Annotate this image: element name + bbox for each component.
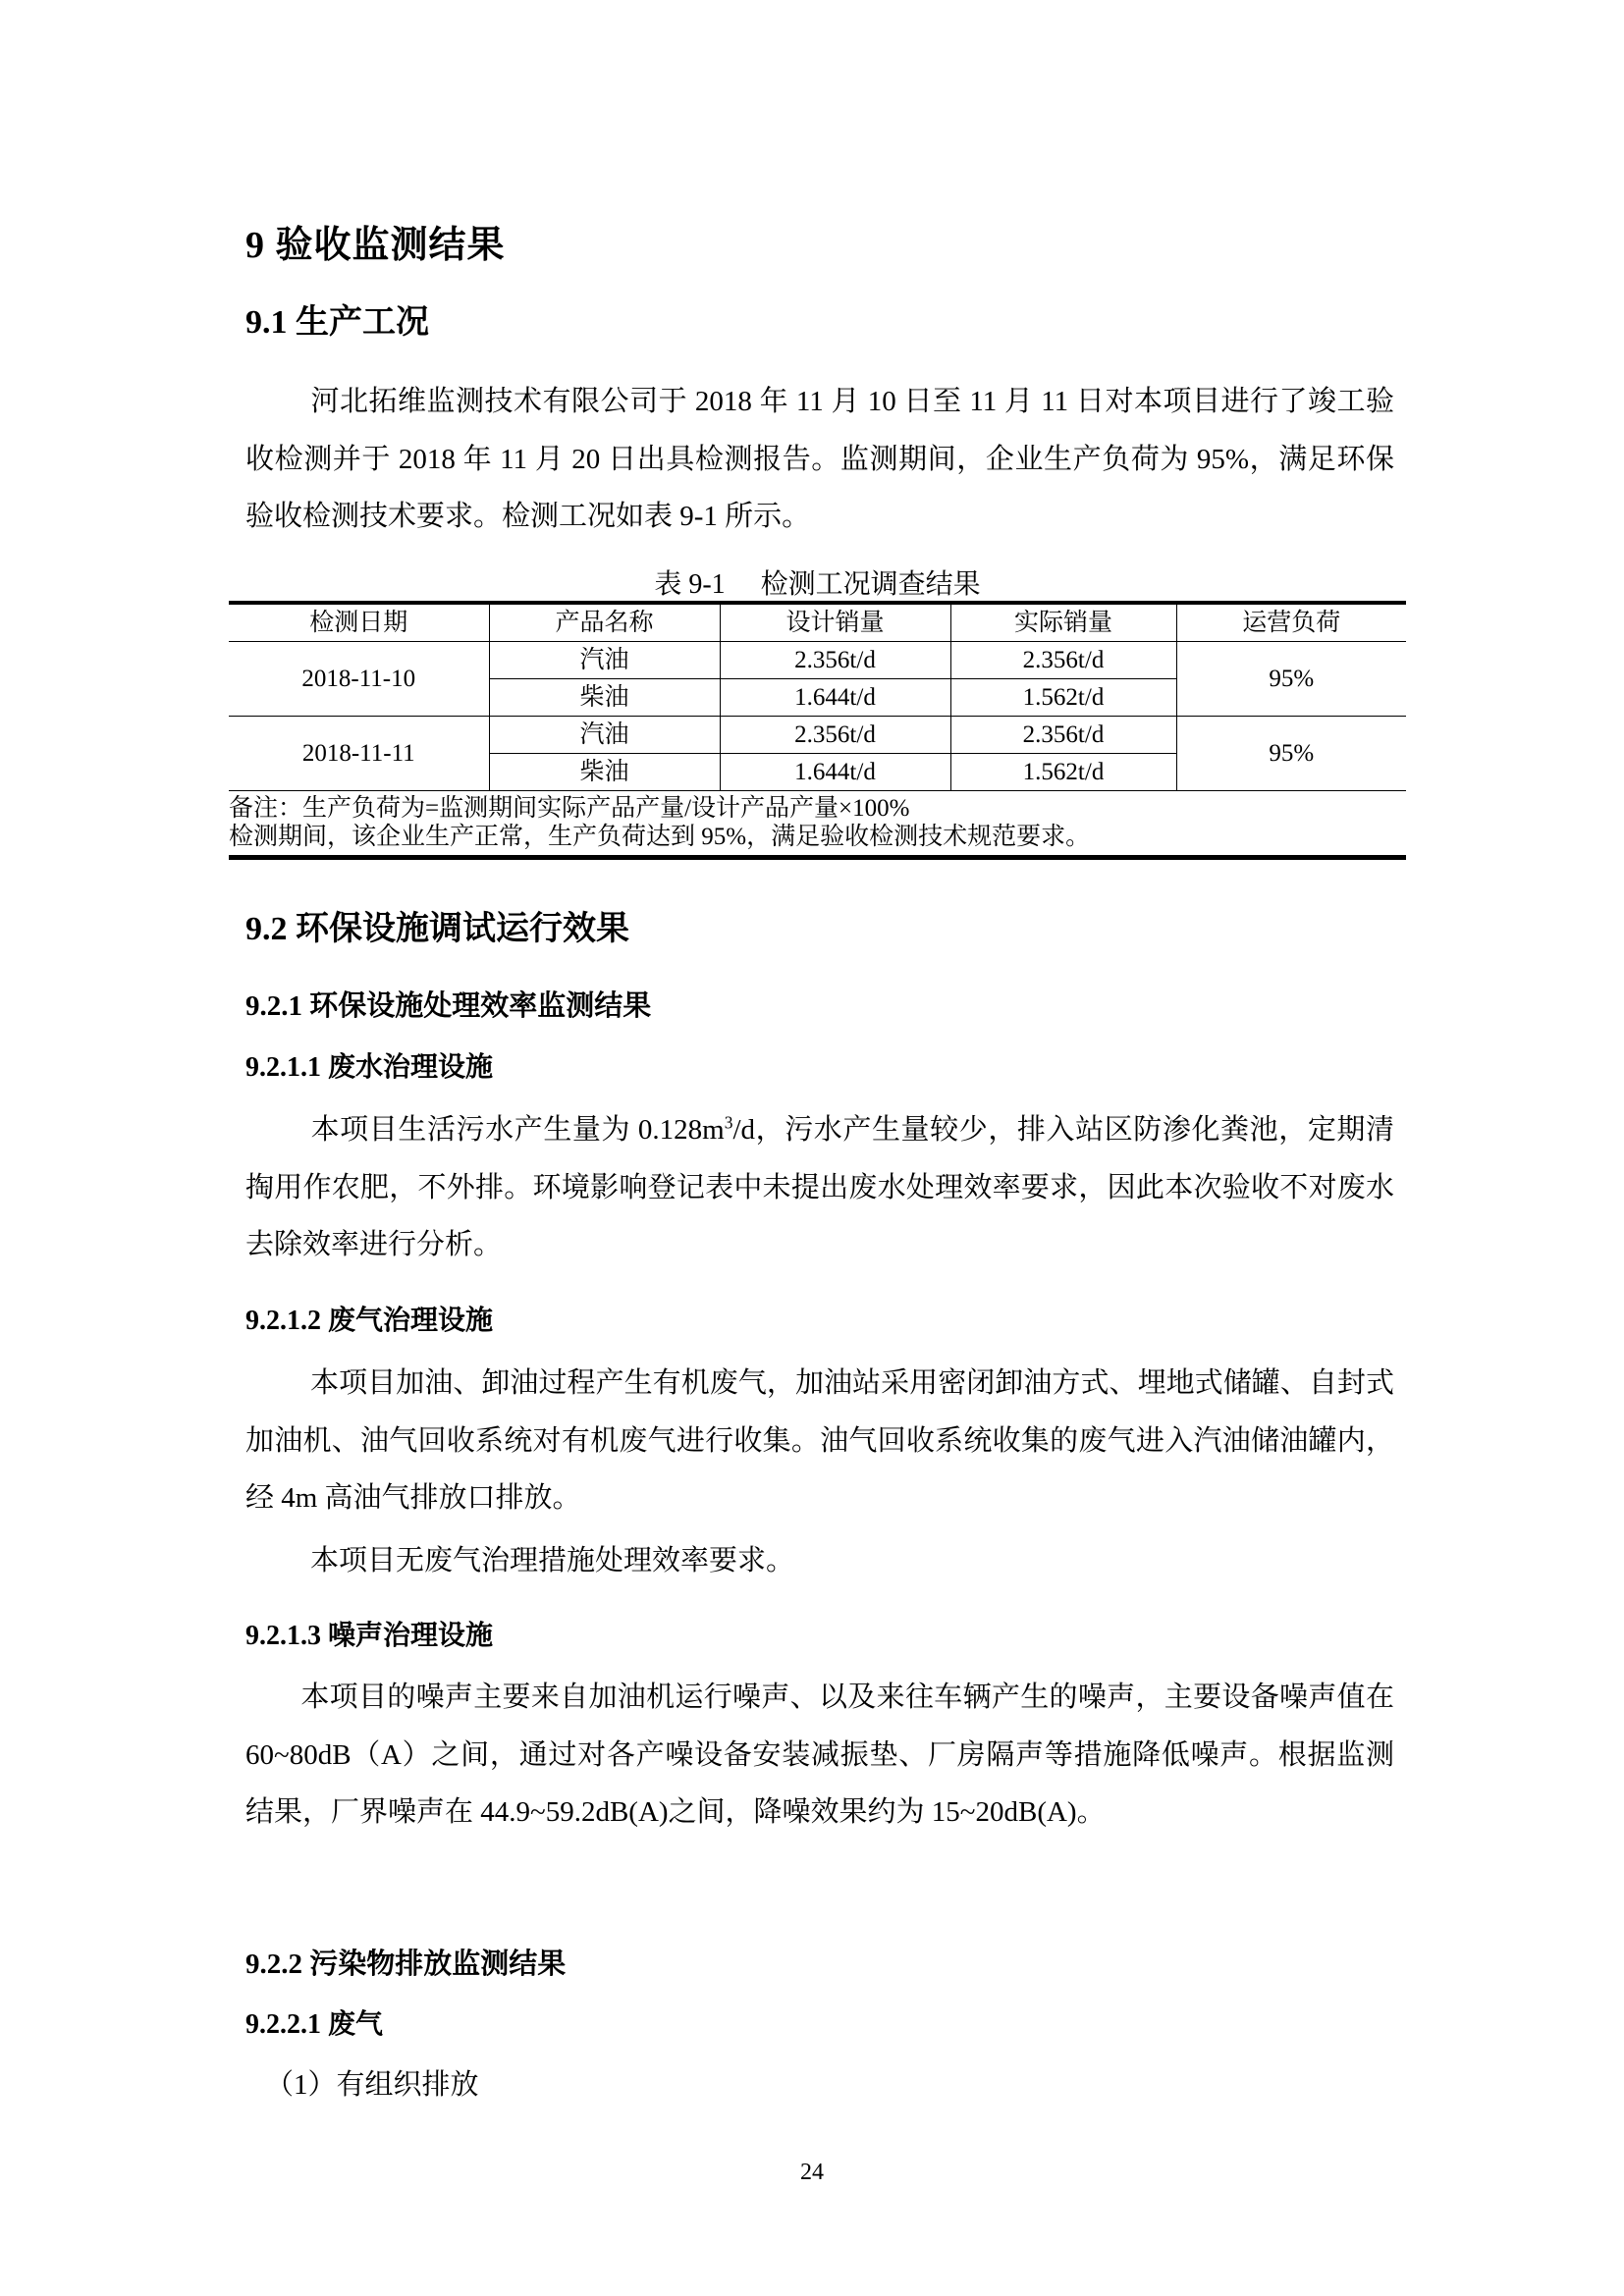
paragraph-text: 本项目无废气治理措施处理效率要求。 xyxy=(310,1545,795,1576)
subsection-heading-9-2-1: 9.2.1 环保设施处理效率监测结果 xyxy=(245,990,652,1022)
cell-actual: 1.562t/d xyxy=(950,679,1176,717)
cell-date: 2018-11-10 xyxy=(229,642,489,717)
cell-product: 汽油 xyxy=(489,642,720,679)
cell-load: 95% xyxy=(1176,642,1406,717)
paragraph-text: 河北拓维监测技术有限公司于 2018 年 11 月 10 日至 11 月 11 日对本项目进行了竣工验收检测并于 2018 年 11 月 20 日出具检测报告。监测期间，企业生产负荷为 95%，满足环保验收检测技术要求。检测工况如表 9-1 所示。 xyxy=(245,386,1394,532)
table-notes xyxy=(229,791,1406,858)
paragraph-production-conditions xyxy=(245,373,1394,546)
paragraph-text: 本项目生活污水产生量为 0.128m xyxy=(310,1114,725,1146)
header-product: 产品名称 xyxy=(489,603,720,642)
table-row xyxy=(229,642,1406,679)
cell-actual: 2.356t/d xyxy=(950,642,1176,679)
table-row xyxy=(229,717,1406,754)
subsection-heading-9-2-1-3: 9.2.1.3 噪声治理设施 xyxy=(245,1621,494,1651)
paragraph-exhaust-gas-requirement xyxy=(245,1532,1394,1590)
cell-date: 2018-11-11 xyxy=(229,717,489,791)
subsection-heading-9-2-1-1: 9.2.1.1 废水治理设施 xyxy=(245,1052,494,1083)
header-design-sales: 设计销量 xyxy=(720,603,950,642)
page-number: 24 xyxy=(800,2160,824,2185)
cell-design: 1.644t/d xyxy=(720,679,950,717)
header-load: 运营负荷 xyxy=(1176,603,1406,642)
cell-load: 95% xyxy=(1176,717,1406,791)
cell-product: 柴油 xyxy=(489,754,720,791)
cell-design: 1.644t/d xyxy=(720,754,950,791)
paragraph-text: /d，污水产生量较少，排入站区防渗化粪池，定期清掏用作农肥，不外排。环境影响登记表中未提出废水处理效率要求，因此本次验收不对废水去除效率进行分析。 xyxy=(245,1114,1395,1260)
cell-product: 汽油 xyxy=(489,717,720,754)
header-actual-sales: 实际销量 xyxy=(950,603,1176,642)
section-heading-9-1: 9.1 生产工况 xyxy=(245,304,429,341)
subsection-heading-9-2-2: 9.2.2 污染物排放监测结果 xyxy=(245,1949,567,1980)
paragraph-exhaust-gas xyxy=(245,1355,1394,1527)
chapter-heading: 9 验收监测结果 xyxy=(245,225,506,266)
table-caption-number: 表 9-1 xyxy=(654,569,726,600)
cell-actual: 1.562t/d xyxy=(950,754,1176,791)
cell-design: 2.356t/d xyxy=(720,717,950,754)
subsection-heading-9-2-1-2: 9.2.1.2 废气治理设施 xyxy=(245,1306,494,1336)
cell-actual: 2.356t/d xyxy=(950,717,1176,754)
table-caption xyxy=(229,562,1406,602)
list-item-organized-emission: （1）有组织排放 xyxy=(265,2069,479,2101)
table-header-row xyxy=(229,603,1406,642)
table-note: 检测期间，该企业生产正常，生产负荷达到 95%，满足验收检测技术规范要求。 xyxy=(229,824,1091,850)
table-note: 备注：生产负荷为=监测期间实际产品产量/设计产品产量×100% xyxy=(229,795,910,822)
superscript: 3 xyxy=(724,1112,733,1133)
cell-product: 柴油 xyxy=(489,679,720,717)
section-heading-9-2: 9.2 环保设施调试运行效果 xyxy=(245,911,629,947)
table-notes-row xyxy=(229,791,1406,858)
paragraph-noise xyxy=(245,1669,1394,1842)
paragraph-text: 本项目的噪声主要来自加油机运行噪声、以及来往车辆产生的噪声，主要设备噪声值在 60~80dB（A）之间，通过对各产噪设备安装减振垫、厂房隔声等措施降低噪声。根据监测结果，厂界噪声在 44.9~59.2dB(A)之间，降噪效果约为 15~20dB(A)。 xyxy=(245,1682,1394,1828)
table-caption-title: 检测工况调查结果 xyxy=(760,569,981,600)
cell-design: 2.356t/d xyxy=(720,642,950,679)
paragraph-wastewater xyxy=(245,1101,1394,1274)
header-date: 检测日期 xyxy=(229,603,489,642)
paragraph-text: 本项目加油、卸油过程产生有机废气，加油站采用密闭卸油方式、埋地式储罐、自封式加油机、油气回收系统对有机废气进行收集。油气回收系统收集的废气进入汽油储油罐内，经 4m 高油气排放口排放。 xyxy=(245,1367,1394,1514)
subsection-heading-9-2-2-1: 9.2.2.1 废气 xyxy=(245,2009,384,2040)
conditions-table xyxy=(229,601,1406,860)
